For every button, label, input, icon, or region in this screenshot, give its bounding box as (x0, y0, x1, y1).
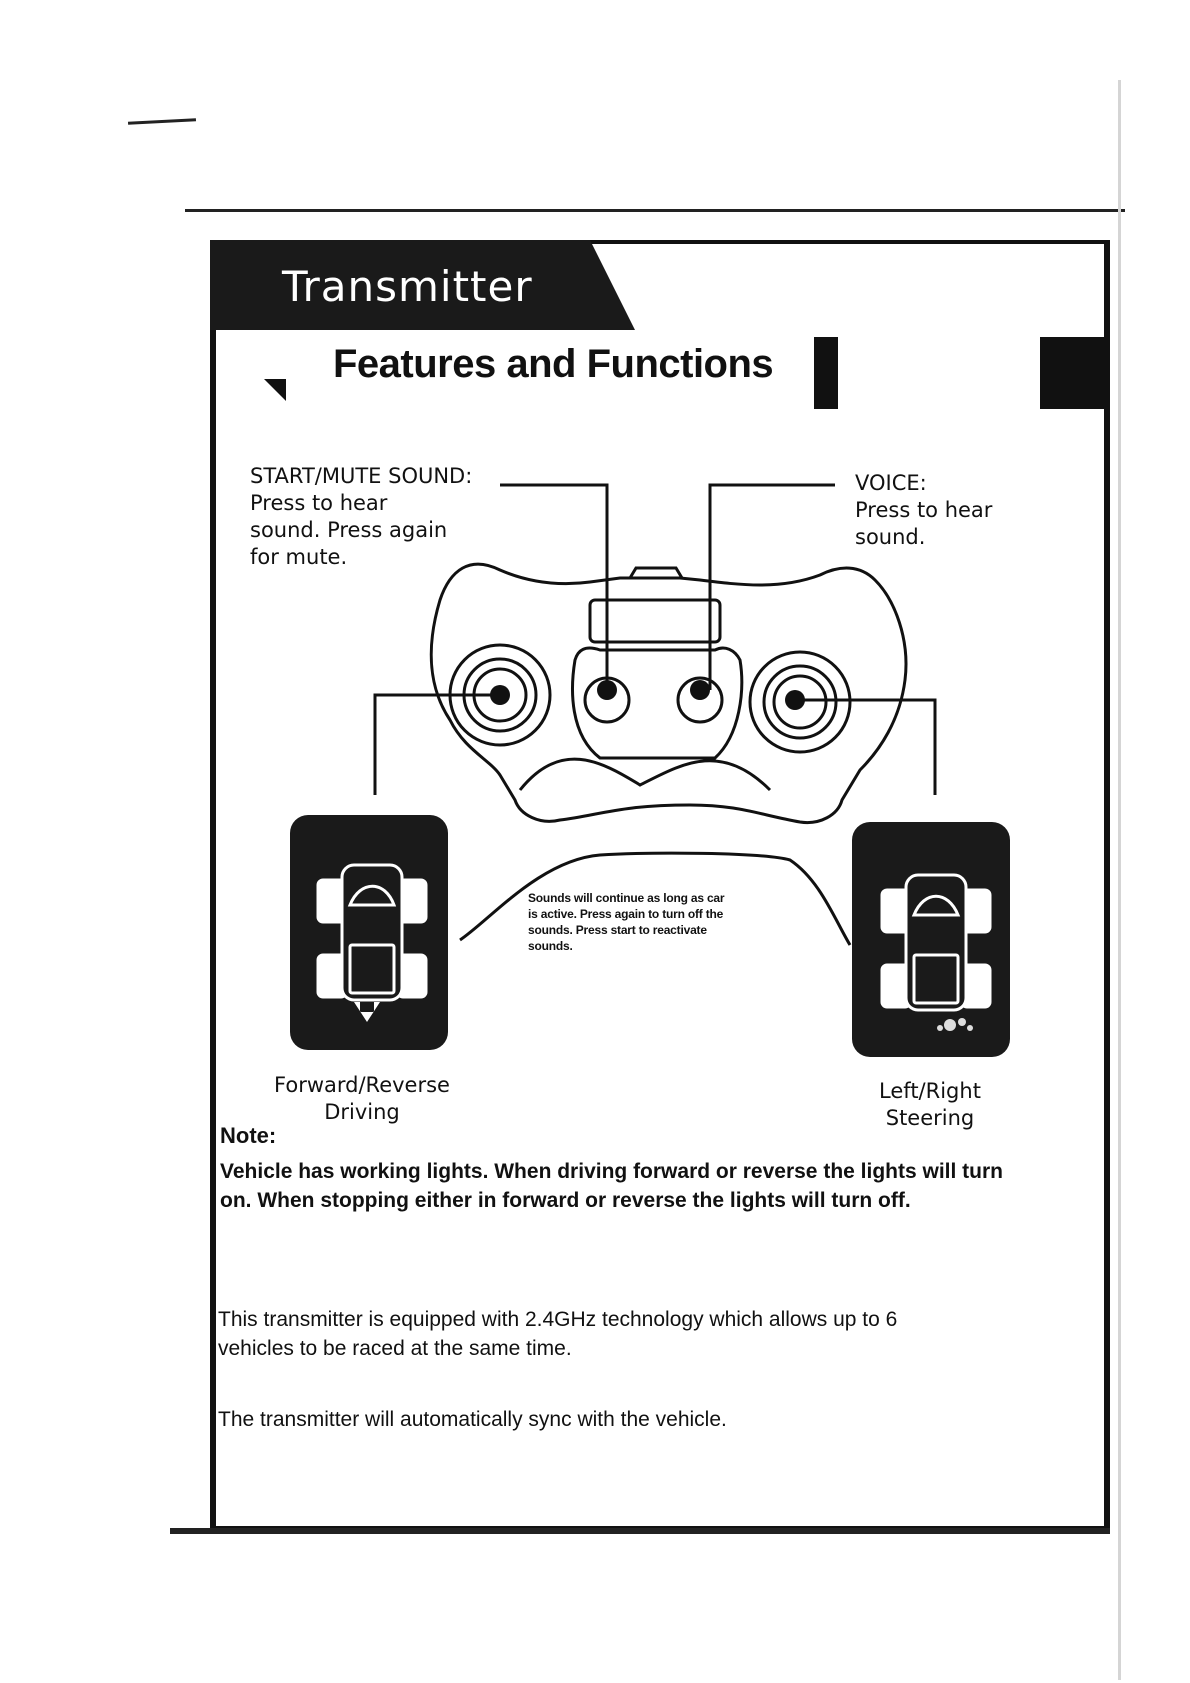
left-right-line: Steering (885, 1106, 975, 1130)
start-mute-line: Press to hear (250, 491, 388, 515)
sounds-note-line: sounds. (528, 939, 573, 953)
sync-paragraph: The transmitter will automatically sync with the vehicle. (218, 1408, 727, 1431)
voice-line: sound. (855, 525, 926, 549)
technology-line: vehicles to be raced at the same time. (218, 1337, 572, 1360)
left-right-caption (830, 1078, 1030, 1132)
voice-title: VOICE: (855, 471, 927, 495)
start-mute-leader (500, 485, 607, 690)
right-stick-leader (795, 700, 935, 795)
voice-line: Press to hear (855, 498, 993, 522)
forward-reverse-line: Driving (324, 1100, 400, 1124)
inner-curve (520, 759, 770, 790)
technology-line: This transmitter is equipped with 2.4GHz technology which allows up to 6 (218, 1308, 898, 1331)
left-right-line: Left/Right (879, 1079, 981, 1103)
start-mute-title: START/MUTE SOUND: (250, 464, 473, 488)
forward-reverse-line: Forward/Reverse (274, 1073, 450, 1097)
forward-reverse-caption (262, 1072, 462, 1126)
note-line: Vehicle has working lights. When driving forward or reverse the lights will turn (220, 1160, 1003, 1183)
banner-title: Transmitter (282, 262, 533, 311)
voice-dot (690, 680, 710, 700)
left-stick-leader (375, 695, 500, 795)
sounds-note-line: Sounds will continue as long as car (528, 891, 725, 905)
start-mute-line: for mute. (250, 545, 348, 569)
start-mute-line: sound. Press again (250, 518, 448, 542)
sounds-note-line: sounds. Press start to reactivate (528, 923, 707, 937)
note-line: on. When stopping either in forward or reverse the lights will turn off. (220, 1189, 911, 1212)
center-pad (573, 648, 742, 758)
note-heading: Note: (220, 1123, 277, 1148)
section-heading: Features and Functions (333, 342, 774, 386)
sounds-note (528, 890, 788, 954)
sounds-note-line: is active. Press again to turn off the (528, 907, 724, 921)
note-body (220, 1157, 1100, 1215)
center-panel (590, 600, 720, 642)
technology-paragraph (218, 1305, 1098, 1363)
